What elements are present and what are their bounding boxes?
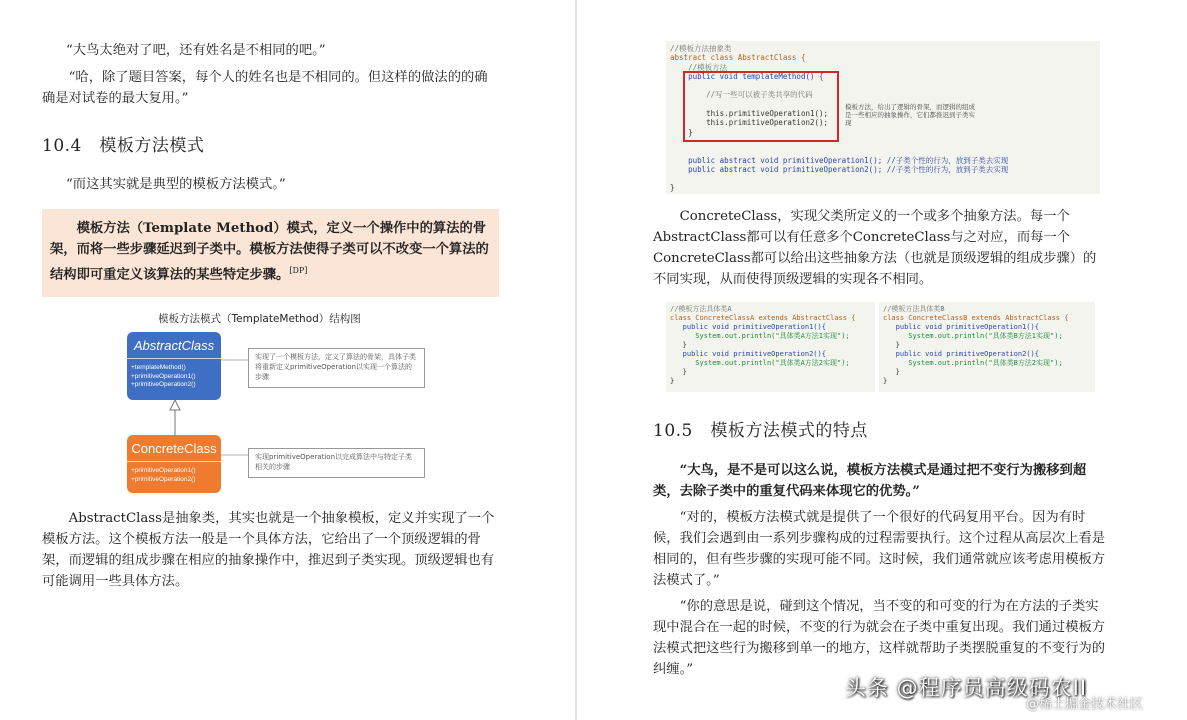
code-comment: //模板方法 bbox=[688, 62, 728, 72]
code-line: public void templateMethod() { bbox=[688, 71, 824, 81]
abstract-note: 实现了一个模板方法，定义了算法的骨架，具体子类将重新定义primitiveOperation以实现一个算法的步骤 bbox=[248, 348, 425, 388]
code-line: } bbox=[895, 368, 900, 376]
code-block-concrete-b bbox=[879, 302, 1095, 392]
code-line: public void primitiveOperation1(){ bbox=[895, 323, 1039, 331]
paragraph: ConcreteClass，实现父类所定义的一个或多个抽象方法。每一个AbstractClass都可以有任意多个ConcreteClass与之对应，而每一个ConcreteClass都可以给出这些抽象方法（也就是顶级逻辑的组成步骤）的不同实现，从而使得顶级逻辑的实现各不相同。 bbox=[653, 209, 1097, 287]
code-comment: //写一些可以被子类共享的代码 bbox=[706, 90, 813, 100]
paragraph: “大鸟，是不是可以这么说，模板方法模式是通过把不变行为搬移到超类，去除子类中的重复代码来体现它的优势。” bbox=[653, 463, 1087, 499]
operation: +primitiveOperation1() bbox=[131, 467, 196, 474]
note-connectors bbox=[221, 350, 251, 460]
code-line: class ConcreteClassB extends AbstractClass { bbox=[883, 314, 1069, 322]
code-line: System.out.println("具体类B方法2实现"); bbox=[908, 359, 1063, 367]
code-line: } bbox=[895, 341, 900, 349]
code-line: } bbox=[670, 183, 675, 193]
paragraph: “哈，除了题目答案，每个人的姓名也是不相同的。但这样的做法的的确确是对试卷的最大复用。” bbox=[42, 70, 488, 106]
abstract-class-box bbox=[127, 332, 221, 400]
code-line: public void primitiveOperation2(){ bbox=[682, 350, 826, 358]
citation: [DP] bbox=[289, 266, 308, 275]
operation: +primitiveOperation2() bbox=[131, 475, 196, 483]
code-line: } bbox=[883, 377, 888, 385]
code-line: } bbox=[682, 341, 687, 349]
code-comment: //模板方法具体类B bbox=[883, 305, 945, 313]
paragraph: “大鸟太绝对了吧，还有姓名是不相同的吧。” bbox=[66, 43, 326, 58]
inheritance-arrow bbox=[160, 398, 190, 438]
abstract-class-name: AbstractClass bbox=[127, 332, 221, 359]
concrete-class-box bbox=[127, 435, 221, 493]
concrete-class-ops bbox=[127, 462, 221, 484]
operation: +primitiveOperation1() bbox=[131, 372, 196, 380]
code-comment: //模板方法具体类A bbox=[670, 305, 732, 313]
highlight-box bbox=[683, 71, 839, 142]
code-line: public void primitiveOperation1(){ bbox=[682, 323, 826, 331]
paragraph: “而这其实就是典型的模板方法模式。” bbox=[66, 177, 286, 192]
code-line: this.primitiveOperation1(); bbox=[706, 109, 829, 119]
code-line: System.out.println("具体类A方法2实现"); bbox=[695, 359, 850, 367]
code-line: public abstract void primitiveOperation1(); //子类个性的行为，放到子类去实现 bbox=[688, 155, 1009, 165]
code-annotation: 模板方法，给出了逻辑的骨架，而逻辑的组成是一些相应的抽象操作，它们都推迟到子类实现 bbox=[845, 103, 975, 127]
concrete-class-name: ConcreteClass bbox=[127, 435, 221, 462]
code-line: } bbox=[688, 127, 693, 137]
code-comment: //模板方法抽象类 bbox=[670, 44, 732, 53]
concrete-note: 实现primitiveOperation以完成算法中与特定子类相关的步骤 bbox=[248, 448, 425, 478]
code-line: public abstract void primitiveOperation2(); //子类个性的行为，放到子类去实现 bbox=[688, 164, 1009, 174]
paragraph: AbstractClass是抽象类，其实也就是一个抽象模板，定义并实现了一个模板方法。这个模板方法一般是一个具体方法，它给出了一个顶级逻辑的骨架，而逻辑的组成步骤在相应的抽象操作中，推迟到子类实现。顶级逻辑也有可能调用一些具体方法。 bbox=[42, 511, 495, 589]
code-line: class ConcreteClassA extends AbstractClass { bbox=[670, 314, 856, 322]
code-line: this.primitiveOperation2(); bbox=[706, 118, 829, 128]
operation: +primitiveOperation2() bbox=[131, 381, 196, 388]
code-line: public void primitiveOperation2(){ bbox=[895, 350, 1039, 358]
paragraph: “你的意思是说，碰到这个情况，当不变的和可变的行为在方法的子类实现中混合在一起的时候，不变的行为就会在子类中重复出现。我们通过模板方法模式把这些行为搬移到单一的地方，这样就帮助子类摆脱重复的不变行为的纠缠。” bbox=[653, 599, 1106, 677]
section-title: 10.5 模板方法模式的特点 bbox=[653, 421, 868, 441]
definition-text: 模板方法（Template Method）模式，定义一个操作中的算法的骨架，而将一些步骤延迟到子类中。模板方法使得子类可以不改变一个算法的结构即可重定义该算法的某些特定步骤。[DP] bbox=[50, 221, 489, 283]
code-block-concrete-a bbox=[666, 302, 875, 392]
code-line: System.out.println("具体类A方法1实现"); bbox=[695, 332, 850, 340]
watermark-sub: @稀土掘金技术社区 bbox=[1026, 697, 1144, 712]
operation: +templateMethod() bbox=[131, 364, 186, 371]
definition-box bbox=[42, 209, 499, 297]
code-line: } bbox=[670, 377, 675, 385]
right-page bbox=[577, 0, 1187, 720]
code-line: abstract class AbstractClass { bbox=[670, 53, 806, 63]
abstract-class-ops bbox=[127, 359, 221, 390]
watermark: 头条 @程序员高级码农II bbox=[845, 676, 1088, 700]
section-title: 10.4 模板方法模式 bbox=[42, 136, 205, 156]
code-line: System.out.println("具体类B方法1实现"); bbox=[908, 332, 1063, 340]
code-line: } bbox=[682, 368, 687, 376]
diagram-title: 模板方法模式（TemplateMethod）结构图 bbox=[158, 313, 361, 325]
left-page bbox=[0, 0, 575, 720]
paragraph: “对的，模板方法模式就是提供了一个很好的代码复用平台。因为有时候，我们会遇到由一系列步骤构成的过程需要执行。这个过程从高层次上看是相同的，但有些步骤的实现可能不同。这时候，我们通常就应该考虑用模板方法模式了。” bbox=[653, 510, 1106, 588]
